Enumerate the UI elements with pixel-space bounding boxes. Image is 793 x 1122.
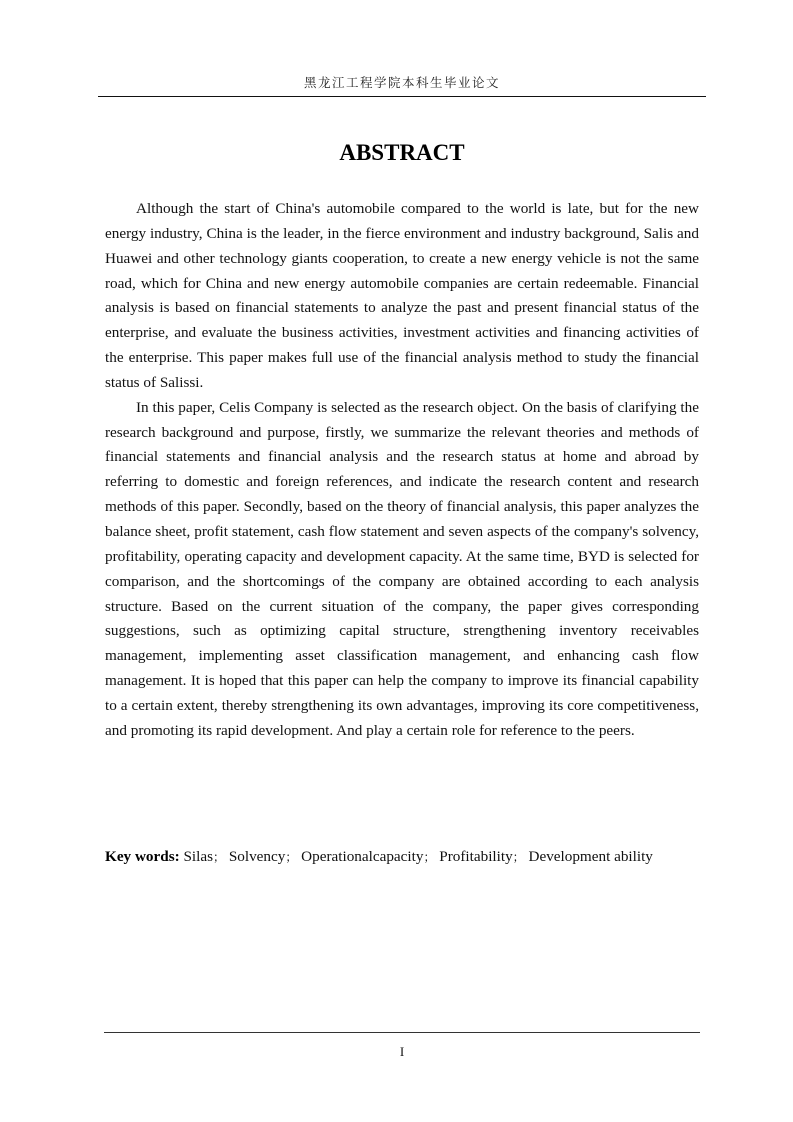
abstract-paragraph-2: In this paper, Celis Company is selected as the research object. On the basis of clarifying the research background and purpose, firstly, we summarize the relevant theories and methods of financial statements and financial analysis and the research status at home and abroad by referring to domestic and foreign references, and indicate the research content and research methods of this paper. Secondly, based on the theory of financial analysis, this paper analyzes the balance sheet, profit statement, cash flow statement and seven aspects of the company's solvency, profitability, operating capacity and development capacity. At the same time, BYD is selected for comparison, and the shortcomings of the company are obtained according to each analysis structure. Based on the current situation of the company, the paper gives corresponding suggestions, such as optimizing capital structure, strengthening inventory receivables management, implementing asset classification management, and enhancing cash flow management. It is hoped that this paper can help the company to improve its financial capability to a certain extent, thereby strengthening its own advantages, improving its core competitiveness, and promoting its rapid development. And play a certain role for reference to the peers. (105, 398, 699, 739)
keywords-line (105, 845, 705, 869)
footer-divider (104, 1032, 700, 1033)
keyword-separator: ； (213, 850, 226, 864)
keyword-item: Silas (183, 848, 214, 865)
header-divider (98, 96, 706, 97)
keyword-item: Operationalcapacity (301, 848, 424, 865)
keyword-separator: ； (285, 850, 298, 864)
running-header: 黑龙江工程学院本科生毕业论文 (303, 75, 500, 90)
abstract-title: ABSTRACT (339, 140, 465, 165)
abstract-paragraph-1: Although the start of China's automobile compared to the world is late, but for the new energy industry, China is the leader, in the fierce environment and industry background, Salis and Huawei and other technology giants cooperation, to create a new energy vehicle is not the same road, which for China and new energy automobile companies are certain redeemable. Financial analysis is based on financial statements to analyze the past and present financial status of the enterprise, and evaluate the business activities, investment activities and financing activities of the enterprise. This paper makes full use of the financial analysis method to study the financial status of Salissi. (105, 200, 699, 391)
keyword-item: Development ability (528, 848, 653, 865)
page-number: I (399, 1044, 405, 1059)
abstract-body (105, 197, 699, 744)
keyword-separator: ； (512, 850, 525, 864)
keywords-label: Key words: (105, 848, 180, 865)
keyword-item: Profitability (439, 848, 513, 865)
keyword-separator: ； (423, 850, 436, 864)
keyword-item: Solvency (228, 848, 286, 865)
